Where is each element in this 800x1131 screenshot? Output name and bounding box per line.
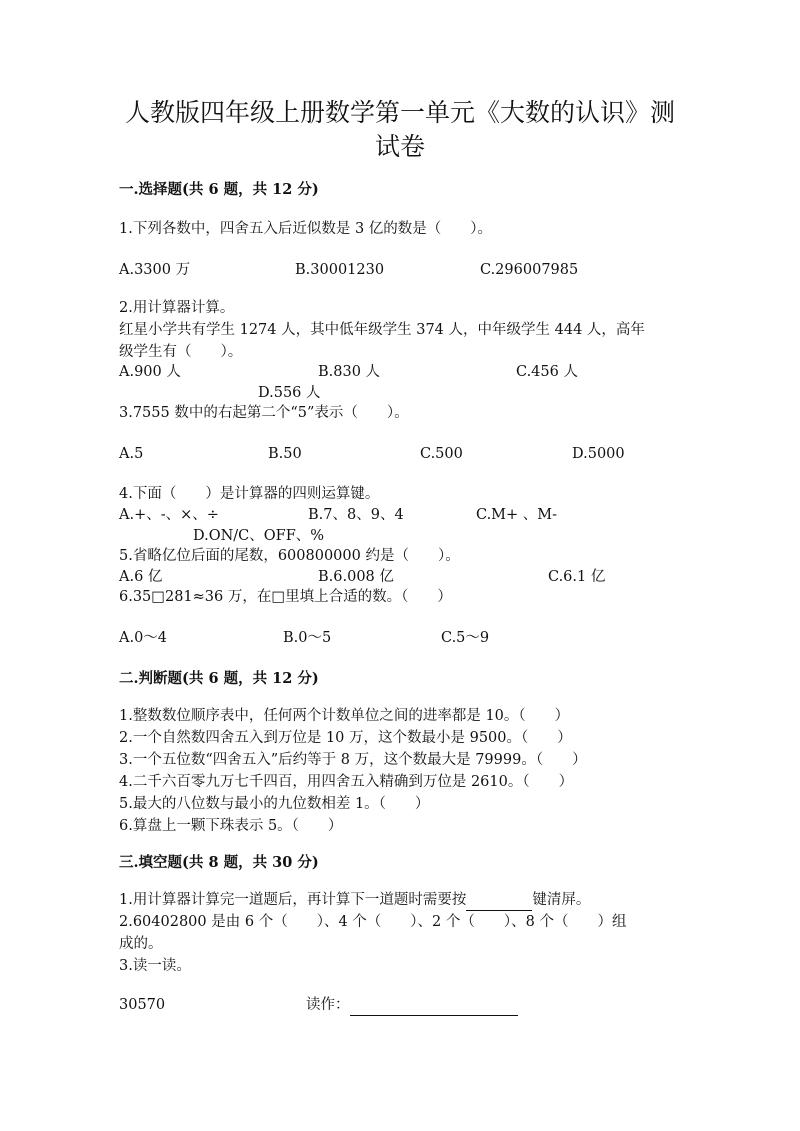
option-a: A.5: [119, 446, 144, 462]
option-c: C.456 人: [516, 364, 578, 380]
option-a: A.0～4: [119, 630, 168, 646]
section-heading-fill: 三.填空题(共 8 题，共 30 分): [119, 854, 319, 871]
option-c: C.500: [420, 446, 463, 462]
judgement-item: 6.算盘上一颗下珠表示 5。（ ）: [119, 818, 343, 834]
option-c: C.296007985: [480, 262, 579, 278]
judgement-item: 5.最大的八位数与最小的九位数相差 1。（ ）: [119, 796, 430, 812]
answer-blank[interactable]: [466, 894, 532, 911]
fill-question-text: 键清屏。: [532, 892, 591, 908]
title-line-2: 试卷: [374, 132, 425, 161]
option-a: A.6 亿: [119, 569, 163, 585]
option-d: D.5000: [572, 446, 625, 462]
fill-question: 成的。: [119, 936, 163, 952]
number-to-read: 30570: [119, 997, 166, 1013]
judgement-item: 4.二千六百零九万七千四百，用四舍五入精确到万位是 2610。（ ）: [119, 774, 574, 790]
read-answer: [306, 994, 518, 1016]
option-a: A.3300 万: [119, 262, 191, 278]
option-b: B.30001230: [295, 262, 385, 278]
option-d: D.556 人: [258, 385, 321, 401]
question-stem: 4.下面（ ）是计算器的四则运算键。: [119, 486, 380, 502]
fill-question: 2.60402800 是由 6 个（ ）、4 个（ ）、2 个（ ）、8 个（ ）组: [119, 914, 627, 930]
judgement-item: 2.一个自然数四舍五入到万位是 10 万，这个数最小是 9500。（ ）: [119, 730, 572, 746]
option-a: A.900 人: [119, 364, 181, 380]
option-b: B.7、8、9、4: [308, 507, 404, 523]
question-text: 级学生有（ ）。: [119, 344, 243, 360]
option-c: C.5～9: [441, 630, 490, 646]
read-label: 读作：: [306, 997, 350, 1013]
section-heading-judgement: 二.判断题(共 6 题，共 12 分): [119, 670, 319, 687]
judgement-item: 3.一个五位数“四舍五入”后约等于 8 万，这个数最大是 79999。（ ）: [119, 752, 587, 768]
question-stem: 1.下列各数中，四舍五入后近似数是 3 亿的数是（ ）。: [119, 221, 493, 237]
question-stem: 5.省略亿位后面的尾数，600800000 约是（ ）。: [119, 548, 460, 564]
question-text: 红星小学共有学生 1274 人，其中低年级学生 374 人，中年级学生 444 人，高年: [119, 322, 645, 338]
fill-question: 3.读一读。: [119, 958, 191, 974]
fill-question-text: 1.用计算器计算完一道题后，再计算下一道题时需要按: [119, 892, 467, 908]
option-b: B.0～5: [283, 630, 332, 646]
option-b: B.6.008 亿: [318, 569, 394, 585]
option-d: D.ON/C、OFF、%: [193, 528, 325, 544]
question-stem: 2.用计算器计算。: [119, 300, 235, 316]
option-c: C.6.1 亿: [548, 569, 606, 585]
answer-blank[interactable]: [350, 999, 518, 1016]
question-stem: 3.7555 数中的右起第二个“5”表示（ ）。: [119, 405, 409, 421]
page-title: [118, 96, 682, 164]
option-c: C.M+ 、M-: [476, 507, 558, 523]
option-b: B.830 人: [318, 364, 381, 380]
option-a: A.+、-、×、÷: [119, 507, 219, 523]
section-heading-choice: 一.选择题(共 6 题，共 12 分): [119, 181, 319, 198]
fill-question: [119, 889, 590, 911]
title-line-1: 人教版四年级上册数学第一单元《大数的认识》测: [124, 98, 675, 127]
question-stem: 6.35□281≈36 万，在□里填上合适的数。（ ）: [119, 589, 452, 605]
judgement-item: 1.整数数位顺序表中，任何两个计数单位之间的进率都是 10。（ ）: [119, 708, 570, 724]
option-b: B.50: [268, 446, 302, 462]
